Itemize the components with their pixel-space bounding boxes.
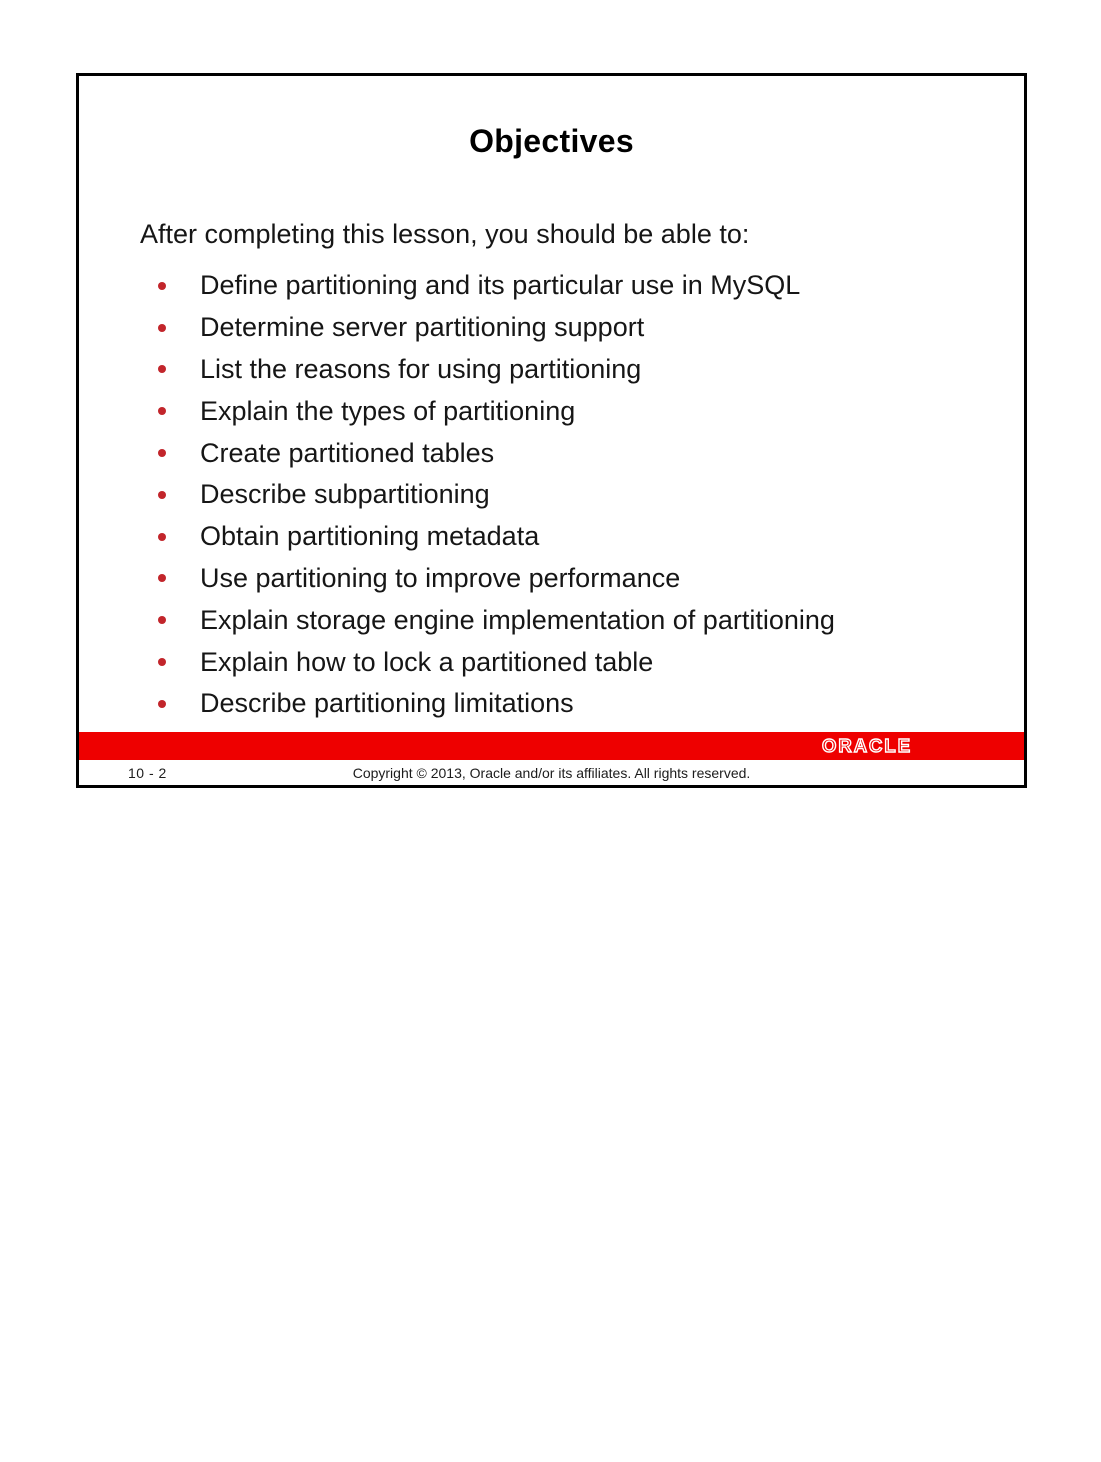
objective-item xyxy=(140,516,1004,558)
bullet-icon xyxy=(158,365,166,373)
objective-item xyxy=(140,683,1004,725)
objectives-list xyxy=(140,265,1004,725)
objective-text: Describe partitioning limitations xyxy=(200,688,574,719)
objective-item xyxy=(140,307,1004,349)
bullet-icon xyxy=(158,282,166,290)
bullet-icon xyxy=(158,407,166,415)
objective-text: Obtain partitioning metadata xyxy=(200,521,540,552)
objective-text: List the reasons for using partitioning xyxy=(200,353,642,384)
objective-item xyxy=(140,390,1004,432)
objective-text: Create partitioned tables xyxy=(200,437,495,468)
bullet-icon xyxy=(158,533,166,541)
objective-text: Describe subpartitioning xyxy=(200,479,490,510)
objective-item xyxy=(140,265,1004,307)
bullet-icon xyxy=(158,491,166,499)
objective-item xyxy=(140,474,1004,516)
oracle-logo xyxy=(805,736,929,756)
bullet-icon xyxy=(158,700,166,708)
page-number: 10 - 2 xyxy=(128,765,167,781)
objective-item xyxy=(140,558,1004,600)
slide-footer xyxy=(79,760,1024,785)
bullet-icon xyxy=(158,449,166,457)
objective-text: Explain the types of partitioning xyxy=(200,395,576,426)
bullet-icon xyxy=(158,324,166,332)
objective-item xyxy=(140,432,1004,474)
brand-bar xyxy=(79,732,1024,760)
objective-item xyxy=(140,641,1004,683)
objective-text: Explain how to lock a partitioned table xyxy=(200,646,654,677)
slide-title: Objectives xyxy=(469,123,634,159)
bullet-icon xyxy=(158,616,166,624)
objective-text: Explain storage engine implementation of partitioning xyxy=(200,604,835,635)
objective-text: Determine server partitioning support xyxy=(200,312,645,343)
copyright-text: Copyright © 2013, Oracle and/or its affiliates. All rights reserved. xyxy=(352,765,751,781)
oracle-logo-text: ORACLE xyxy=(821,736,913,756)
bullet-icon xyxy=(158,574,166,582)
objective-text: Define partitioning and its particular use in MySQL xyxy=(200,270,801,301)
intro-text: After completing this lesson, you should be able to: xyxy=(140,219,750,249)
bullet-icon xyxy=(158,658,166,666)
slide xyxy=(76,73,1027,788)
objective-item xyxy=(140,599,1004,641)
objective-text: Use partitioning to improve performance xyxy=(200,562,681,593)
objective-item xyxy=(140,349,1004,391)
